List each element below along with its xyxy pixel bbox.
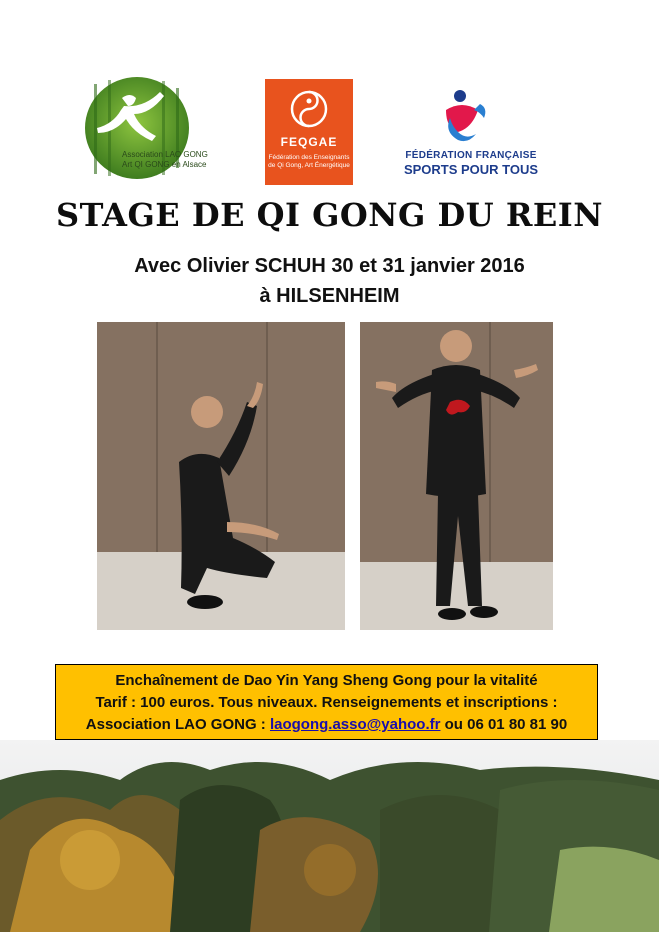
lao-gong-caption-line1: Association LAO GONG bbox=[122, 150, 208, 159]
contact-suffix: ou 06 01 80 81 90 bbox=[440, 716, 568, 733]
forest-landscape-image bbox=[0, 740, 659, 932]
lao-gong-caption-line2: Art QI GONG en Alsace bbox=[122, 160, 207, 169]
ffspt-logo bbox=[388, 86, 554, 178]
feqgae-subtitle: Fédération des Enseignants de Qi Gong, Art Énergétique bbox=[268, 154, 350, 169]
practitioner-standing-image bbox=[360, 322, 553, 630]
ffspt-line1: FÉDÉRATION FRANÇAISE bbox=[405, 150, 537, 161]
info-line-contact bbox=[56, 714, 597, 736]
contact-prefix: Association LAO GONG : bbox=[85, 716, 270, 733]
ffspt-line2: SPORTS POUR TOUS bbox=[403, 162, 539, 177]
photo-kneeling-pose bbox=[97, 322, 345, 630]
sports-pour-tous-figure-icon bbox=[388, 86, 554, 150]
photo-standing-pose bbox=[360, 322, 553, 630]
subtitle-location: à HILSENHEIM bbox=[259, 285, 400, 307]
page-title: STAGE DE QI GONG DU REIN bbox=[55, 196, 604, 234]
info-line-pricing: Tarif : 100 euros. Tous niveaux. Renseignements et inscriptions : bbox=[95, 694, 558, 711]
lao-gong-caption bbox=[122, 150, 242, 170]
practitioner-kneeling-image bbox=[97, 322, 345, 630]
info-line-program: Enchaînement de Dao Yin Yang Sheng Gong pour la vitalité bbox=[115, 672, 538, 689]
forest-landscape-photo bbox=[0, 740, 659, 932]
email-link[interactable]: laogong.asso@yahoo.fr bbox=[269, 716, 441, 733]
feqgae-logo bbox=[265, 79, 353, 185]
feqgae-spiral-icon bbox=[265, 79, 353, 135]
feqgae-name: FEQGAE bbox=[280, 135, 338, 149]
subtitle-teacher-dates: Avec Olivier SCHUH 30 et 31 janvier 2016 bbox=[134, 255, 525, 277]
info-box bbox=[55, 664, 598, 740]
